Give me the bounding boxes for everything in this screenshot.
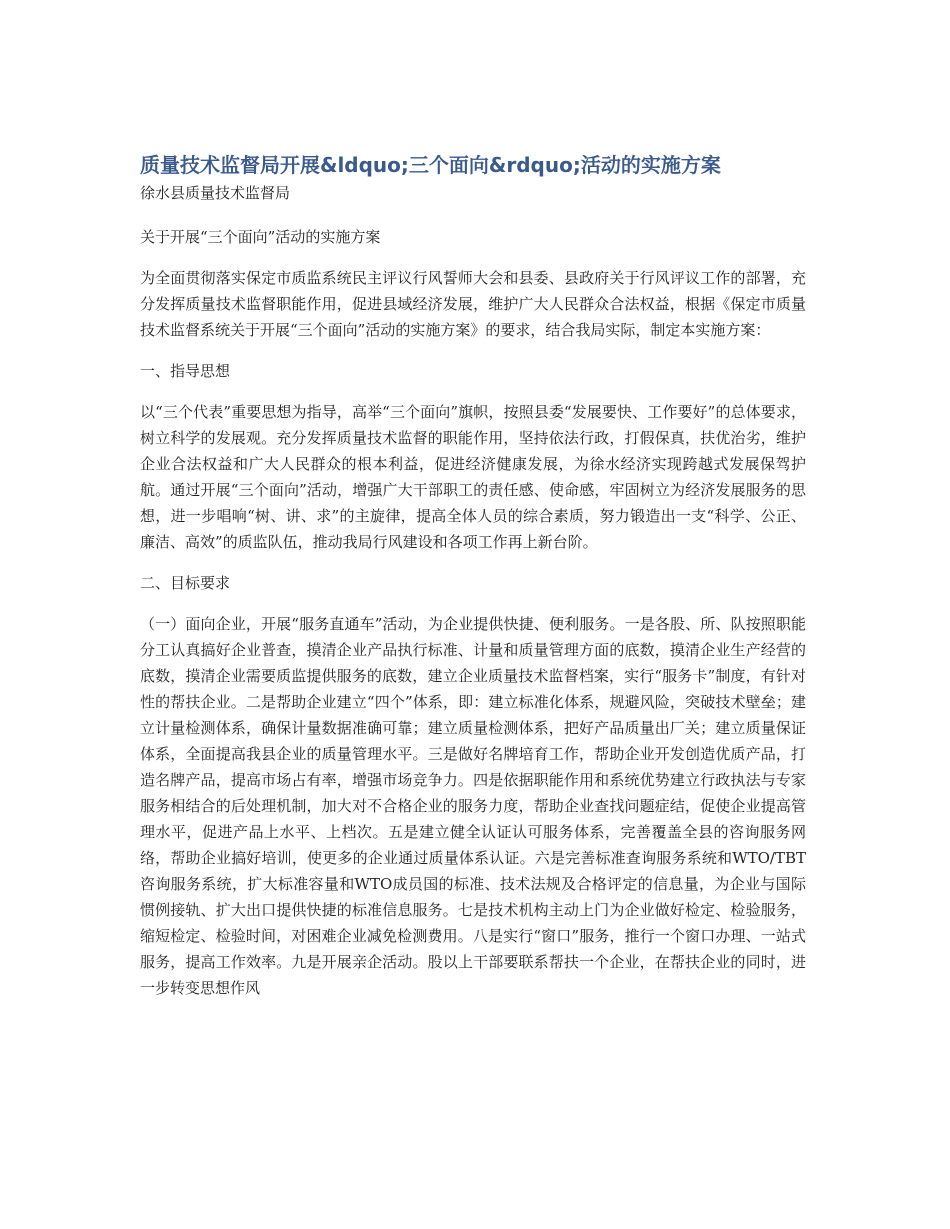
section-heading-guiding-ideology: 一、指导思想 [140,362,231,380]
document-page [140,150,806,1016]
paragraph-intro: 为全面贯彻落实保定市质监系统民主评议行风誓师大会和县委、县政府关于行风评议工作的部署，充分发挥质量技术监督职能作用，促进县域经济发展，维护广大人民群众合法权益，根据《保定市质量技术监督系统关于开展“三个面向”活动的实施方案》的要求，结合我局实际，制定本实施方案： [140,269,806,339]
document-author: 徐水县质量技术监督局 [140,184,291,202]
section-heading-goals: 二、目标要求 [140,574,231,592]
document-title: 质量技术监督局开展&ldquo;三个面向&rdquo;活动的实施方案 [140,153,721,177]
paragraph-subtitle: 关于开展“三个面向”活动的实施方案 [140,228,381,246]
paragraph-guiding-ideology: 以“三个代表”重要思想为指导，高举“三个面向”旗帜，按照县委“发展要快、工作要好”的总体要求，树立科学的发展观。充分发挥质量技术监督的职能作用，坚持依法行政，打假保真，扶优治劣，维护企业合法权益和广大人民群众的根本利益，促进经济健康发展，为徐水经济实现跨越式发展保驾护航。通过开展“三个面向”活动，增强广大干部职工的责任感、使命感，牢固树立为经济发展服务的思想，进一步唱响“树、讲、求”的主旋律，提高全体人员的综合素质，努力锻造出一支“科学、公正、廉洁、高效”的质监队伍，推动我局行风建设和各项工作再上新台阶。 [140,403,806,551]
paragraph-goals-enterprise: （一）面向企业，开展“服务直通车”活动，为企业提供快捷、便利服务。一是各股、所、队按照职能分工认真搞好企业普查，摸清企业产品执行标准、计量和质量管理方面的底数，摸清企业生产经营的底数，摸清企业需要质监提供服务的底数，建立企业质量技术监督档案，实行“服务卡”制度，有针对性的帮扶企业。二是帮助企业建立“四个”体系，即：建立标准化体系，规避风险，突破技术壁垒；建立计量检测体系，确保计量数据准确可靠；建立质量检测体系，把好产品质量出厂关；建立质量保证体系，全面提高我县企业的质量管理水平。三是做好名牌培育工作，帮助企业开发创造优质产品，打造名牌产品，提高市场占有率，增强市场竞争力。四是依据职能作用和系统优势建立行政执法与专家服务相结合的后处理机制，加大对不合格企业的服务力度，帮助企业查找问题症结，促使企业提高管理水平，促进产品上水平、上档次。五是建立健全认证认可服务体系，完善覆盖全县的咨询服务网络，帮助企业搞好培训，使更多的企业通过质量体系认证。六是完善标准查询服务系统和WTO/TBT咨询服务系统，扩大标准容量和WTO成员国的标准、技术法规及合格评定的信息量，为企业与国际惯例接轨、扩大出口提供快捷的标准信息服务。七是技术机构主动上门为企业做好检定、检验服务，缩短检定、检验时间，对困难企业减免检测费用。八是实行“窗口”服务，推行一个窗口办理、一站式服务，提高工作效率。九是开展亲企活动。股以上干部要联系帮扶一个企业，在帮扶企业的同时，进一步转变思想作风 [140,615,806,997]
